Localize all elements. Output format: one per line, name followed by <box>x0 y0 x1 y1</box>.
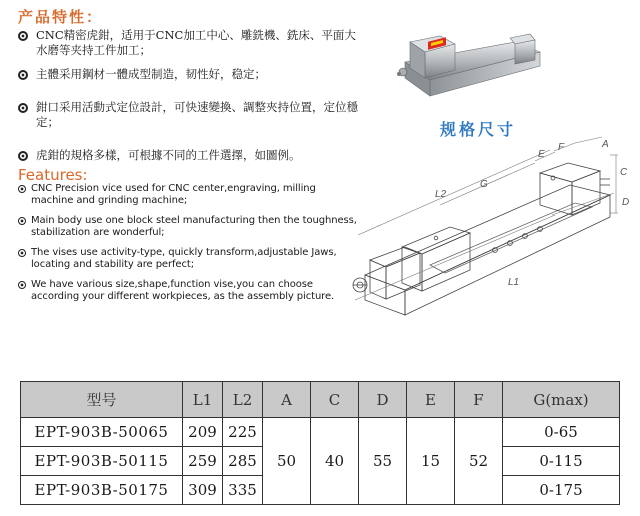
dim-label-g: G <box>480 179 488 190</box>
cn-feature-text: 主體采用鋼材一體成型制造，韧性好，稳定； <box>36 67 266 81</box>
cn-feature-text: 虎鉗的規格多樣，可根據不同的工件選擇，如圖例。 <box>36 148 301 162</box>
vise-dimension-drawing <box>320 135 635 330</box>
table-row <box>21 418 620 447</box>
en-feature-text: CNC Precision vice used for CNC center,engraving, milling machine and grinding machine; <box>31 183 316 206</box>
cn-feature-item <box>18 67 358 82</box>
bullet-icon <box>18 103 28 113</box>
bullet-icon <box>18 70 28 80</box>
en-feature-item <box>18 247 358 270</box>
header-e: E <box>407 382 455 418</box>
dimension-title: 规格尺寸 <box>440 120 517 139</box>
dim-label-f: F <box>558 142 565 153</box>
dim-label-c: C <box>620 167 628 178</box>
en-feature-item <box>18 279 358 302</box>
vise-product-photo <box>395 22 545 102</box>
bullet-icon <box>18 185 26 193</box>
cn-features-list <box>18 28 358 181</box>
dim-label-a: A <box>602 139 609 150</box>
cell-model: EPT-903B-50065 <box>21 418 183 447</box>
header-model: 型号 <box>21 382 183 418</box>
header-d: D <box>359 382 407 418</box>
en-feature-text: The vises use activity-type, quickly transform,adjustable Jaws, locating and stability are perfect; <box>31 247 337 270</box>
cell-a: 50 <box>263 418 311 505</box>
bullet-icon <box>18 281 26 289</box>
cell-g: 0-65 <box>503 418 620 447</box>
header-g: G(max) <box>503 382 620 418</box>
table-header-row <box>21 382 620 418</box>
cell-d: 55 <box>359 418 407 505</box>
en-feature-text: We have various size,shape,function vise,you can choose according your different workpieces, as the assembly picture. <box>31 279 335 302</box>
cn-feature-item <box>18 28 358 58</box>
en-feature-item <box>18 215 358 238</box>
cn-feature-text: CNC精密虎鉗，适用于CNC加工中心、雕銑機、銑床、平面大水磨等夹持工件加工； <box>36 28 356 57</box>
en-feature-item <box>18 183 358 206</box>
cell-l2: 285 <box>223 447 263 476</box>
cell-model: EPT-903B-50175 <box>21 476 183 505</box>
dim-label-l2: L2 <box>435 189 447 200</box>
cn-feature-item <box>18 100 358 130</box>
cell-e: 15 <box>407 418 455 505</box>
en-features-title: Features: <box>18 166 88 184</box>
bullet-icon <box>18 217 26 225</box>
cn-features-title: 产品特性： <box>18 8 104 26</box>
header-f: F <box>455 382 503 418</box>
cell-l2: 335 <box>223 476 263 505</box>
header-l1: L1 <box>183 382 223 418</box>
bullet-icon <box>18 31 28 41</box>
cell-l2: 225 <box>223 418 263 447</box>
cell-l1: 259 <box>183 447 223 476</box>
cell-g: 0-175 <box>503 476 620 505</box>
dim-label-d: D <box>622 197 630 208</box>
cell-l1: 309 <box>183 476 223 505</box>
bullet-icon <box>18 151 28 161</box>
header-l2: L2 <box>223 382 263 418</box>
cell-g: 0-115 <box>503 447 620 476</box>
spec-table <box>20 381 620 505</box>
cell-model: EPT-903B-50115 <box>21 447 183 476</box>
en-features-list <box>18 183 358 311</box>
bullet-icon <box>18 249 26 257</box>
cell-l1: 209 <box>183 418 223 447</box>
en-feature-text: Main body use one block steel manufacturing then the toughness, stabilization are wonderful; <box>31 215 357 238</box>
cell-c: 40 <box>311 418 359 505</box>
header-a: A <box>263 382 311 418</box>
cell-f: 52 <box>455 418 503 505</box>
cn-feature-text: 鉗口采用活動式定位設計，可快速變換、調整夾持位置，定位穩定； <box>36 100 358 129</box>
dim-label-e: E <box>538 149 545 160</box>
dim-label-l1: L1 <box>508 277 520 288</box>
cn-feature-item <box>18 148 358 163</box>
header-c: C <box>311 382 359 418</box>
